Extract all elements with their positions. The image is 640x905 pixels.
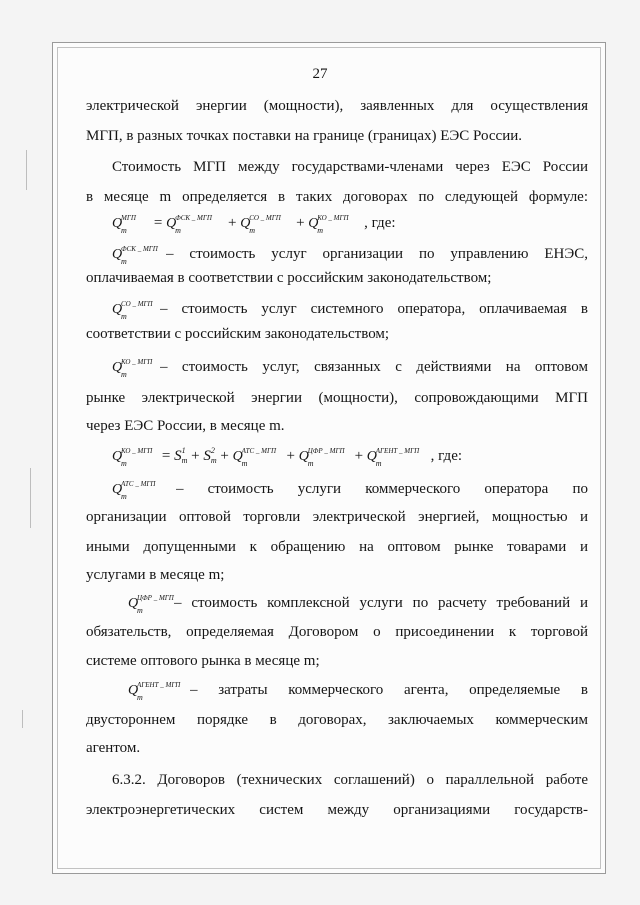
section-6-3-2: 6.3.2. Договоров (технических соглашений) о параллельной работе (112, 772, 588, 788)
text-line: обязательств, определяемая Договором о присоединении к торговой (86, 624, 588, 640)
text-line: услугами в месяце m; (86, 567, 225, 583)
definition-ats: Q АТС _ МГП m – стоимость услуги коммерческого оператора по (112, 480, 588, 501)
text-line: системе оптового рынка в месяце m; (86, 653, 320, 669)
page-number: 27 (312, 66, 328, 82)
definition-so: Q СО _ МГП m – стоимость услуг системного оператора, оплачиваемая в (112, 300, 588, 321)
text-line: организации оптовой торговли электрической энергией, мощностью и (86, 509, 588, 525)
formula-ko: Q КО _ МГП m = $S^1_m + S^2_m + Q$ АТС _ МГП m + Q ЦФР _ МГП m + Q АГЕНТ _ МГП m , где: (112, 446, 463, 468)
definition-cfr: Q ЦФР _ МГП m – стоимость комплексной услуги по расчету требований и (128, 594, 588, 615)
scan-artifact (26, 150, 27, 190)
text-line: агентом. (86, 740, 141, 756)
text-line: Стоимость МГП между государствами-членами через ЕЭС России (112, 159, 588, 175)
text-line: в месяце m определяется в таких договорах по следующей формуле: (86, 189, 588, 205)
formula-mgp: Q МГП m = Q ФСК _ МГП m + Q СО _ МГП m + Q КО _ МГП m , где: (112, 214, 396, 235)
text-line: иными допущенными к обращению на оптовом рынке товарами и (86, 539, 588, 555)
definition-ko: Q КО _ МГП m – стоимость услуг, связанных с действиями на оптовом (112, 358, 588, 379)
scan-artifact (22, 710, 23, 728)
text-line: оплачиваемая в соответствии с российским законодательством; (86, 270, 492, 286)
text-line: МГП, в разных точках поставки на границе (границах) ЕЭС России. (86, 128, 523, 144)
text-line: через ЕЭС России, в месяце m. (86, 418, 285, 434)
text-line: двустороннем порядке в договорах, заключаемых коммерческим (86, 712, 588, 728)
text-line: соответствии с российским законодательством; (86, 326, 390, 342)
scan-artifact (30, 468, 31, 528)
definition-agent: Q АГЕНТ _ МГП m – затраты коммерческого агента, определяемые в (128, 681, 588, 702)
text-line: электрической энергии (мощности), заявленных для осуществления (86, 98, 588, 114)
definition-fsk: Q ФСК _ МГП m – стоимость услуг организации по управлению ЕНЭС, (112, 245, 588, 266)
text-line: электроэнергетических систем между организациями государств- (86, 802, 588, 818)
text-line: рынке электрической энергии (мощности), сопровождающими МГП (86, 390, 588, 406)
